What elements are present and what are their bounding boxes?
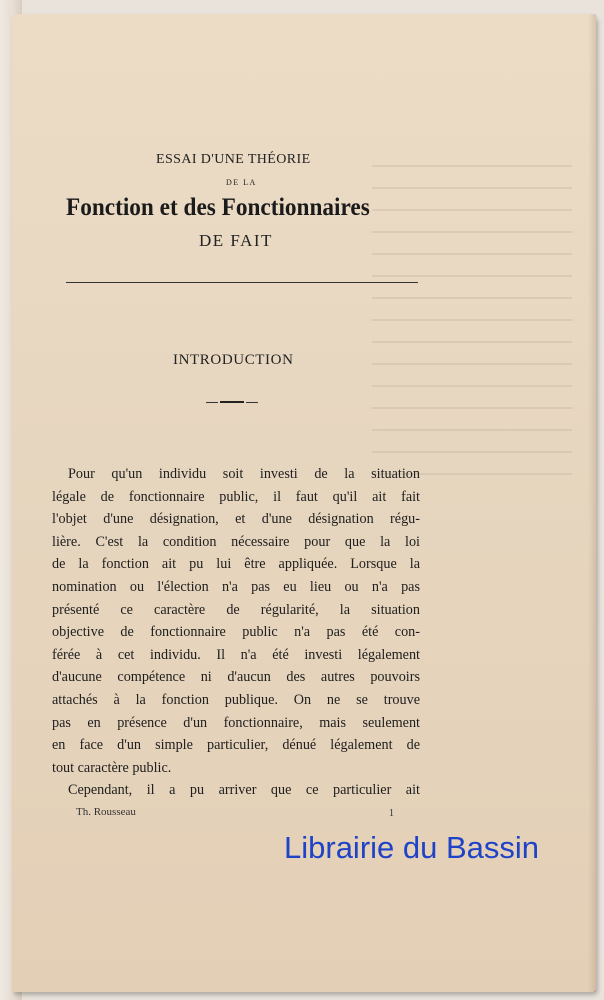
- text-line: d'aucune compétence ni d'aucun des autres pouvoirs: [52, 669, 420, 686]
- text-line: Cependant, il a pu arriver que ce particulier ait: [68, 782, 420, 799]
- ornament-right-dash: [246, 402, 258, 403]
- text-line: présenté ce caractère de régularité, la situation: [52, 601, 420, 618]
- title-divider: [66, 282, 418, 283]
- text-line: férée à cet individu. Il n'a été investi légalement: [52, 646, 420, 663]
- text-line: attachés à la fonction publique. On ne se trouve: [52, 691, 420, 708]
- text-line: pas en présence d'un fonctionnaire, mais seulement: [52, 714, 420, 731]
- footer-author: Th. Rousseau: [76, 806, 136, 818]
- signature-mark: 1: [389, 808, 394, 819]
- text-line: tout caractère public.: [52, 759, 172, 776]
- body-paragraph: [52, 463, 420, 802]
- text-line: lière. C'est la condition nécessaire pour que la loi: [52, 533, 420, 550]
- text-line: l'objet d'une désignation, et d'une désignation régu-: [52, 511, 420, 528]
- subtitle: DE FAIT: [199, 231, 273, 250]
- text-line: nomination ou l'élection n'a pas eu lieu ou n'a pas: [52, 578, 420, 595]
- text-line: de la fonction ait pu lui être appliquée. Lorsque la: [52, 556, 420, 573]
- page-edge-shadow: [588, 14, 596, 992]
- small-title: ESSAI D'UNE THÉORIE: [156, 152, 311, 167]
- watermark-text: Librairie du Bassin: [284, 830, 540, 865]
- text-line: en face d'un simple particulier, dénué légalement de: [52, 737, 420, 754]
- ornament-left-dash: [206, 402, 218, 403]
- text-line: Pour qu'un individu soit investi de la situation: [68, 466, 420, 482]
- section-heading: INTRODUCTION: [173, 352, 294, 368]
- text-line: légale de fonctionnaire public, il faut qu'il ait fait: [52, 488, 420, 505]
- main-title: Fonction et des Fonctionnaires: [66, 194, 370, 221]
- ornament-divider: [206, 401, 258, 404]
- ornament-center-dash: [220, 401, 244, 403]
- title-connector: DE LA: [226, 178, 257, 187]
- text-line: objective de fonctionnaire public n'a pas été con-: [52, 624, 420, 641]
